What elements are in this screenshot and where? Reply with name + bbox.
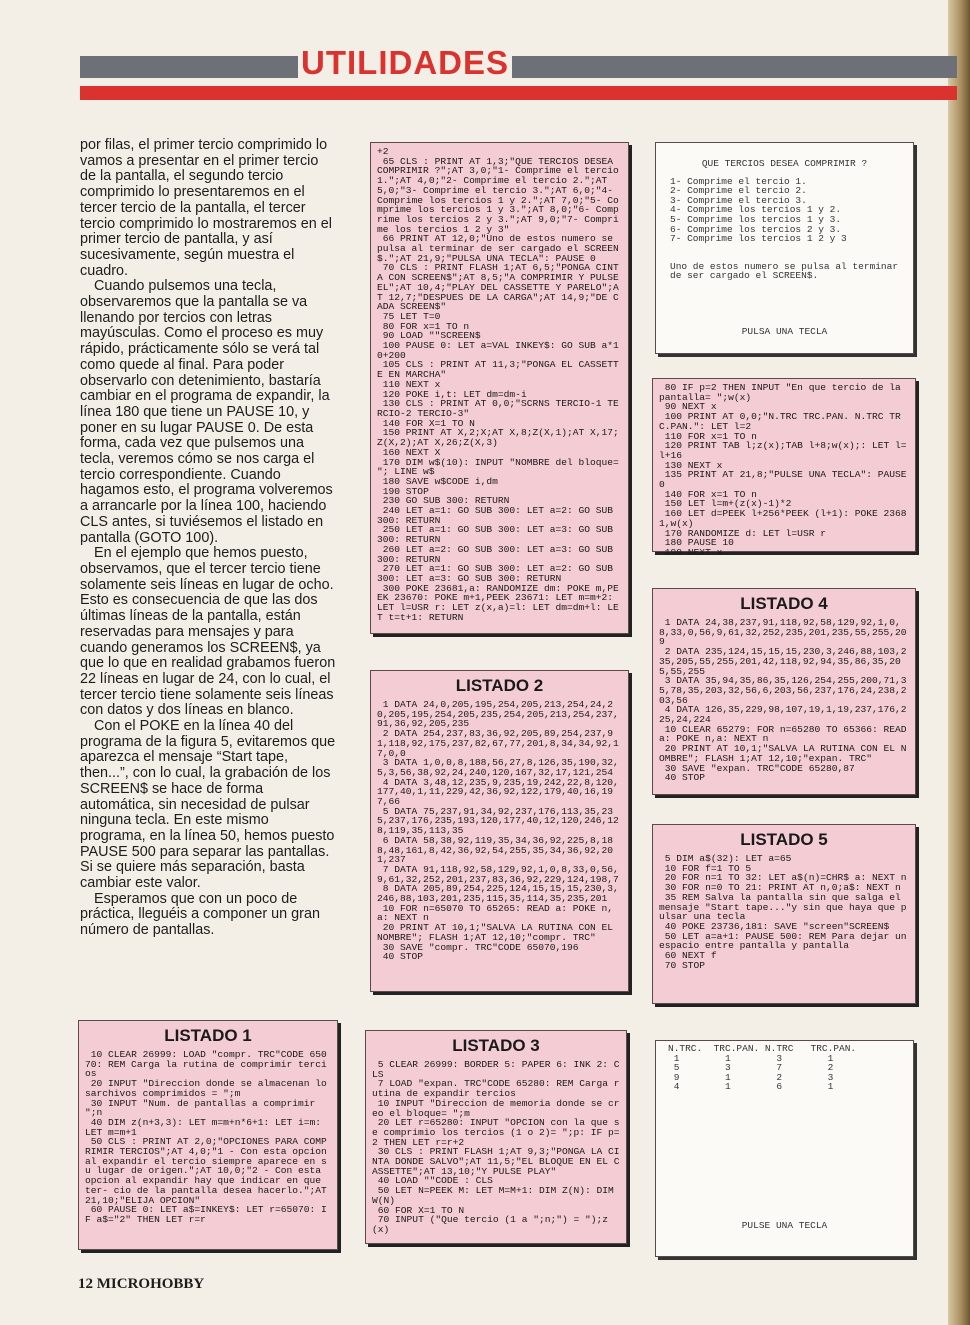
listado-4-title: LISTADO 4 [740, 594, 828, 613]
header-bar-right [512, 56, 957, 78]
screen-option: 4- Comprime los tercios 1 y 2. [670, 204, 842, 216]
screen-question: QUE TERCIOS DESEA COMPRIMIR ? [701, 158, 868, 169]
screen-option: 7- Comprime los tercios 1 2 y 3 [670, 233, 847, 245]
paragraph: Esperamos que con un poco de práctica, lleguéis a componer un gran número de pantallas. [80, 890, 320, 939]
listado-5-code: 5 DIM a$(32): LET a=65 10 FOR f=1 TO 5 20 FOR n=1 TO 32: LET a$(n)=CHR$ a: NEXT n 30 FOR n=0 TO 21: PRINT AT n,0;a$: NEXT n 35 REM Salva la pantalla sin que salga el mensaje "Start tape..."y sin que haya que pulsar una tecla 40 POKE 23736,181: SAVE "screen"SCREEN$ 50 LET a=a+1: PAUSE 500: REM Para dejar un espacio entre pantalla y pantalla 60 NEXT f 70 STOP [659, 853, 907, 971]
listado-4-code: 1 DATA 24,38,237,91,118,92,58,129,92,1,0,8,33,0,56,9,61,32,252,235,201,235,55,255,209 2 DATA 235,124,15,15,15,230,3,246,88,103,235,205,55,255,201,42,118,92,94,35,86,35,205,55,255 3 DATA 35,94,35,86,35,126,254,255,200,71,35,78,35,203,32,56,6,203,56,237,176,24,238,203,56 4 DATA 126,35,229,98,107,19,1,19,237,176,225,24,224 10 CLEAR 65279: FOR n=65280 TO 65366: READ a: POKE n,a: NEXT n 20 PRINT AT 10,1;"SALVA LA RUTINA CON EL NOMBRE"; FLASH 1;AT 12,10;"expan. TRC" 30 SAVE "expan. TRC"CODE 65280,87 40 STOP [659, 617, 907, 784]
listado-3-title: LISTADO 3 [452, 1036, 540, 1055]
header-red-bar [80, 86, 957, 100]
listado-5-box [652, 824, 916, 1004]
screen-note: Uno de estos numero se pulsa al terminar de ser cargado el SCREEN$. [670, 260, 904, 282]
article-text [80, 138, 337, 939]
screen-table-row: 1 1 3 1 [668, 1052, 834, 1064]
listing-80-code: 80 IF p=2 THEN INPUT "En que tercio de la pantalla= ";w(x) 90 NEXT x 100 PRINT AT 0,0;"N.TRC TRC.PAN. N.TRC TRC.PAN.": LET l=2 110 FOR x=1 TO n 120 PRINT TAB l;z(x);TAB l+8;w(x);: LET l=l+16 130 NEXT x 135 PRINT AT 21,8;"PULSE UNA TECLA": PAUSE 0 140 FOR x=1 TO n 150 LET l=m+(z(x)-1)*2 160 LET d=PEEK l+256*PEEK (l+1): POKE 23681,w(x) 170 RANDOMIZE d: LET l=USR r 180 PAUSE 10 190 NEXT x [659, 382, 907, 558]
page-footer: 12 MICROHOBBY [78, 1276, 205, 1292]
listado-3-code: 5 CLEAR 26999: BORDER 5: PAPER 6: INK 2: CLS 7 LOAD "expan. TRC"CODE 65280: REM Carga rutina de expandir tercios 10 INPUT "Direccion de memoria donde se creo el bloque= ";m 20 LET r=65280: INPUT "OPCION con la que se comprimio los tercios (1 o 2)= ";p: IF p=2 THEN LET r=r+2 30 CLS : PRINT FLASH 1;AT 9,3;"PONGA LA CINTA DONDE SALVO";AT 11,5;"EL BLOQUE EN EL CASSETTE";AT 13,10;"Y PULSE PLAY" 40 LOAD ""CODE : CLS 50 LET N=PEEK M: LET M=M+1: DIM Z(N): DIM W(N) 60 FOR X=1 TO N 70 INPUT ("Que tercio (1 a ";n;") = ");z(x) [372, 1059, 620, 1235]
screen-option: 1- Comprime el tercio 1. [670, 175, 807, 187]
screen-table-row: 5 3 7 2 [668, 1062, 834, 1074]
screen-menu-box [655, 142, 914, 354]
header-bar-left [80, 56, 298, 78]
listing-80-box [652, 378, 916, 558]
screen-table-box [655, 1040, 914, 1257]
listado-1-box [78, 1020, 338, 1250]
page-edge [948, 0, 970, 1325]
listado-4-box [652, 588, 916, 795]
listado-2-box [370, 670, 629, 992]
section-title: UTILIDADES [301, 44, 509, 81]
paragraph: En el ejemplo que hemos puesto, observamos, que el tercer tercio tiene solamente seis líneas en lugar de ocho. Esto es consecuencia de que las dos últimas líneas de la pantalla, están reservadas para mensajes y para cuando generamos los SCREEN$, ya que lo que en realidad grabamos fueron 22 líneas en lugar de 24, con lo cual, el tercer tercio tiene solamente seis líneas con datos y dos líneas en blanco. [80, 545, 336, 719]
screen-option: 5- Comprime los tercios 1 y 3. [670, 213, 842, 225]
listado-3-box [365, 1030, 627, 1244]
screen-option: 2- Comprime el tercio 2. [670, 185, 807, 197]
paragraph: Con el POKE en la línea 40 del programa de la figura 5, evitaremos que aparezca el mensaje “Start tape, then...”, con lo cual, la grabación de los SCREEN$ se hace de forma automática, sin necesidad de pulsar ninguna tecla. En este mismo programa, en la línea 50, hemos puesto PAUSE 500 para separar las pantallas. Si se quiere más separación, basta cambiar este valor. [80, 718, 336, 892]
listado-2-title: LISTADO 2 [455, 676, 544, 695]
screen-table-row: 4 1 6 1 [668, 1081, 834, 1093]
listado-1-code: 10 CLEAR 26999: LOAD "compr. TRC"CODE 65070: REM Carga la rutina de comprimir tercios 20 INPUT "Direccion donde se almacenan losarchivos comprimidos = ";m 30 INPUT "Num. de pantallas a comprimir ";n 40 DIM z(n+3,3): LET m=m+n*6+1: LET i=m: LET m=m+1 50 CLS : PRINT AT 2,0;"OPCIONES PARA COMPRIMIR TERCIOS";AT 4,0;"1 - Con esta opcion al expandir el tercio siempre aparece en su lugar de origen.";AT 10,0;"2 - Con esta opcion al expandir hay que indicar en que ter- cio de la pantalla desea hacerlo.";AT 21,10;"ELIJA OPCION" 60 PAUSE 0: LET a$=INKEY$: LET r=65070: IF a$="2" THEN LET r=r [85, 1049, 327, 1225]
listado-5-title: LISTADO 5 [740, 830, 828, 849]
screen-option: 6- Comprime los tercios 2 y 3. [670, 223, 842, 235]
listado-2-code: 1 DATA 24,0,205,195,254,205,213,254,24,20,205,195,254,205,235,254,205,213,254,237,91,36,92,205,235 2 DATA 254,237,83,36,92,205,89,254,237,91,118,92,175,237,82,67,77,201,8,34,34,92,17,0,0 3 DATA 1,0,0,8,188,56,27,8,126,35,190,32,5,3,56,38,92,24,240,120,167,32,17,121,254 4 DATA 3,48,12,235,9,235,19,242,22,8,120,177,40,1,11,229,42,36,92,122,179,40,16,197,66 5 DATA 75,237,91,34,92,237,176,113,35,235,237,176,235,193,120,177,40,12,120,246,128,119,35,113,35 6 DATA 58,38,92,119,35,34,36,92,225,8,188,48,161,8,42,36,92,54,255,35,34,36,92,201,237 7 DATA 91,118,92,58,129,92,1,0,8,33,0,56,9,61,32,252,201,237,83,36,92,229,124,198,7 8 DATA 205,89,254,225,124,15,15,15,230,3,246,88,103,201,235,115,35,114,35,235,201 10 FOR n=65070 TO 65265: READ a: POKE n,a: NEXT n 20 PRINT AT 10,1;"SALVA LA RUTINA CON EL NOMBRE"; FLASH 1;AT 12,10;"compr. TRC" 30 SAVE "compr. TRC"CODE 65070,196 40 STOP [377, 699, 619, 963]
paragraph: por filas, el primer tercio comprimido lo vamos a presentar en el primer tercio de la pantalla, el segundo tercio comprimido lo presentaremos en el tercer tercio de la pantalla, el tercer tercio comprimido lo mostraremos en el primer tercio de pantalla, y así sucesivamente, según muestra el cuadro. [80, 137, 332, 279]
screen-table-header: N.TRC. TRC.PAN. N.TRC TRC.PAN. [668, 1043, 857, 1054]
listado-1-title: LISTADO 1 [164, 1026, 252, 1045]
screen-option: 3- Comprime el tercio 3. [670, 194, 807, 206]
listing-main-box [370, 142, 629, 634]
listing-main-code: +2 65 CLS : PRINT AT 1,3;"QUE TERCIOS DESEA COMPRIMIR ?";AT 3,0;"1- Comprime el tercio 1.";AT 4,0;"2- Comprime el tercio 2.";AT 5,0;"3- Comprime el tercio 3.";AT 6,0;"4- Comprime los tercios 1 y 2.";AT 7,0;"5- Comprime los tercios 1 y 3.";AT 8,0;"6- Comprime los tercios 2 y 3.";AT 9,0;"7- Comprime los tercios 1 2 y 3" 66 PRINT AT 12,0;"Uno de estos numero se pulsa al terminar de ser cargado el SCREEN$.";AT 21,9;"PULSA UNA TECLA": PAUSE 0 70 CLS : PRINT FLASH 1;AT 6,5;"PONGA CINTA CON SCREEN$";AT 8,5;"A COMPRIMIR Y PULSE EL";AT 10,4;"PLAY DEL CASSETTE Y PARELO";AT 12,7;"DESPUES DE LA CARGA";AT 14,9;"DE CADA SCREEN$" 75 LET T=0 80 FOR x=1 TO n 90 LOAD ""SCREEN$ 100 PAUSE 0: LET a=VAL INKEY$: GO SUB a*10+200 105 CLS : PRINT AT 11,3;"PONGA EL CASSETTE EN MARCHA" 110 NEXT x 120 POKE i,t: LET dm=dm-i 130 CLS : PRINT AT 0,0;"SCRNS TERCIO-1 TERCIO-2 TERCIO-3" 140 FOR X=1 TO N 150 PRINT AT X,2;X;AT X,8;Z(X,1);AT X,17;Z(X,2);AT X,26;Z(X,3) 160 NEXT X 170 DIM w$(10): INPUT "NOMBRE del bloque= "; LINE w$ 180 SAVE w$CODE i,dm 190 STOP 230 GO SUB 300: RETURN 240 LET a=1: GO SUB 300: LET a=2: GO SUB 300: RETURN 250 LET a=1: GO SUB 300: LET a=3: GO SUB 300: RETURN 260 LET a=2: GO SUB 300: LET a=3: GO SUB 300: RETURN 270 LET a=1: GO SUB 300: LET a=2: GO SUB 300: LET a=3: GO SUB 300: RETURN 300 POKE 23681,a: RANDOMIZE dm: POKE m,PEEK 23670: POKE m+1,PEEK 23671: LET m=m+2: LET l=USR r: LET z(x,a)=l: LET dm=dm+l: LET t=t+1: RETURN [377, 146, 619, 623]
paragraph: Cuando pulsemos una tecla, observaremos que la pantalla se va llenando por tercios con letras mayúsculas. Como el proceso es muy rápido, prácticamente sólo se verá tal como quede al final. Para poder observarlo con detenimiento, bastaría cambiar en el programa de expandir, la línea 180 que tiene un PAUSE 10, y poner en su lugar PAUSE 0. De esta forma, cada vez que pulsemos una tecla, veremos cómo se nos carga el tercio correspondiente. Cuando hagamos esto, el programa volveremos a arrancarle por la línea 100, haciendo CLS antes, si tuviésemos el listado en pantalla (GOTO 100). [80, 278, 333, 546]
screen-table-row: 9 1 2 3 [668, 1071, 834, 1083]
screen-table-prompt: PULSE UNA TECLA [741, 1220, 828, 1231]
screen-prompt: PULSA UNA TECLA [741, 325, 828, 337]
